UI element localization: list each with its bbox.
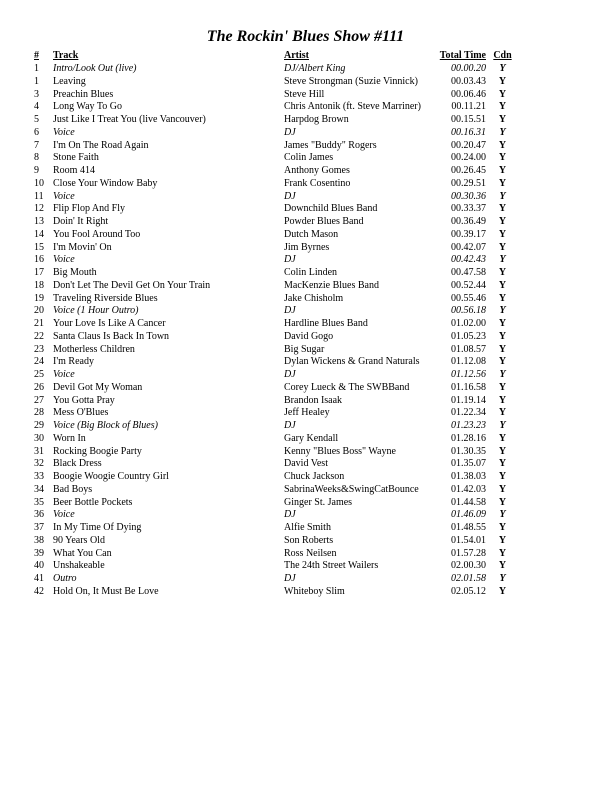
row-number: 21: [34, 318, 44, 329]
track-title: Voice: [53, 126, 75, 138]
canadian-content-flag: Y: [498, 471, 507, 482]
artist-name: Corey Lueck & The SWBBand: [284, 381, 410, 393]
table-row: [34, 165, 519, 178]
artist-name: Dutch Mason: [284, 228, 339, 240]
canadian-content-flag: Y: [498, 330, 507, 342]
canadian-content-flag: Y: [498, 585, 507, 597]
canadian-content-flag: Y: [498, 75, 507, 87]
total-time: 02.05.12: [451, 585, 486, 597]
track-title: Stone Faith: [53, 152, 99, 164]
row-number: 33: [34, 471, 44, 482]
artist-name: DJ: [284, 190, 296, 202]
canadian-content-flag: Y: [498, 101, 507, 113]
track-title: Voice: [53, 190, 75, 202]
track-title: I'm Movin' On: [53, 241, 112, 253]
table-row: [34, 344, 519, 357]
track-title: Preachin Blues: [53, 88, 114, 100]
artist-name: Frank Cosentino: [284, 177, 351, 189]
artist-name: Jim Byrnes: [284, 241, 330, 253]
track-title: Beer Bottle Pockets: [53, 496, 133, 508]
canadian-content-flag: Y: [499, 305, 506, 317]
table-row: [34, 407, 519, 420]
table-row: [34, 395, 519, 408]
canadian-content-flag: Y: [499, 126, 506, 138]
artist-name: David Gogo: [284, 330, 334, 342]
artist-name: Colin Linden: [284, 267, 338, 278]
total-time: 01.46.09: [451, 509, 486, 521]
track-title: Hold On, It Must Be Love: [53, 585, 159, 597]
row-number: 8: [34, 152, 39, 164]
page-title: The Rockin' Blues Show #111: [206, 28, 405, 45]
total-time: 02.01.58: [451, 573, 486, 584]
canadian-content-flag: Y: [498, 534, 507, 546]
row-number: 41: [34, 573, 44, 584]
track-title: Black Dress: [53, 458, 102, 470]
artist-name: Anthony Gomes: [284, 165, 350, 176]
total-time: 01.30.35: [451, 445, 486, 457]
track-title: Traveling Riverside Blues: [53, 292, 158, 304]
artist-name: SabrinaWeeks&SwingCatBounce: [284, 483, 419, 495]
total-time: 00.24.00: [451, 152, 486, 164]
canadian-content-flag: Y: [499, 369, 506, 380]
table-row: [34, 140, 519, 153]
artist-name: Harpdog Brown: [284, 114, 349, 125]
header-number: #: [34, 50, 39, 62]
row-number: 38: [34, 534, 44, 546]
artist-name: Jeff Healey: [284, 407, 330, 419]
track-title: You Gotta Pray: [53, 394, 115, 406]
table-row: [34, 369, 519, 382]
artist-name: Jake Chisholm: [284, 292, 344, 304]
total-time: 01.42.03: [451, 483, 486, 495]
total-time: 00.36.49: [451, 216, 486, 227]
canadian-content-flag: Y: [498, 203, 507, 215]
row-number: 31: [34, 445, 44, 457]
total-time: 00.11.21: [451, 101, 486, 113]
track-title: Outro: [53, 573, 77, 584]
playlist-table: [34, 50, 519, 599]
artist-name: Downchild Blues Band: [284, 203, 378, 215]
row-number: 1: [34, 63, 39, 74]
table-row: [34, 497, 519, 510]
total-time: 01.05.23: [451, 330, 486, 342]
total-time: 00.39.17: [451, 228, 486, 240]
playlist-body: [34, 63, 519, 599]
total-time: 01.48.55: [451, 522, 486, 533]
track-title: Leaving: [53, 75, 86, 87]
canadian-content-flag: Y: [498, 445, 507, 457]
artist-name: Alfie Smith: [284, 522, 331, 533]
track-title: You Fool Around Too: [53, 228, 141, 240]
total-time: 00.00.20: [451, 63, 486, 74]
row-number: 19: [34, 292, 44, 304]
artist-name: David Vest: [284, 458, 328, 470]
canadian-content-flag: Y: [498, 279, 507, 291]
row-number: 40: [34, 560, 44, 572]
row-number: 3: [34, 88, 39, 100]
table-row: [34, 152, 519, 165]
total-time: 00.06.46: [451, 88, 486, 100]
track-title: Just Like I Treat You (live Vancouver): [53, 114, 206, 125]
canadian-content-flag: Y: [498, 318, 507, 329]
table-row: [34, 280, 519, 293]
table-row: [34, 305, 519, 318]
canadian-content-flag: Y: [499, 573, 506, 584]
canadian-content-flag: Y: [498, 356, 507, 368]
total-time: 00.26.45: [451, 165, 486, 176]
total-time: 00.52.44: [451, 279, 486, 291]
artist-name: Chris Antonik (ft. Steve Marriner): [284, 101, 421, 113]
header-track: Track: [53, 50, 79, 62]
table-row: [34, 484, 519, 497]
total-time: 01.57.28: [451, 547, 486, 559]
canadian-content-flag: Y: [498, 483, 507, 495]
total-time: 00.55.46: [451, 292, 486, 304]
artist-name: Colin James: [284, 152, 334, 164]
table-row: [34, 318, 519, 331]
artist-name: DJ: [284, 573, 296, 584]
total-time: 01.16.58: [451, 381, 486, 393]
track-title: Devil Got My Woman: [53, 381, 143, 393]
row-number: 14: [34, 228, 44, 240]
row-number: 7: [34, 139, 39, 151]
row-number: 6: [34, 126, 39, 138]
row-number: 20: [34, 305, 44, 317]
track-title: Room 414: [53, 165, 95, 176]
track-title: Voice: [53, 254, 75, 266]
track-title: Worn In: [53, 432, 86, 444]
total-time: 01.08.57: [451, 343, 486, 355]
artist-name: Whiteboy Slim: [284, 585, 345, 597]
row-number: 16: [34, 254, 44, 266]
table-row: [34, 254, 519, 267]
artist-name: Kenny "Blues Boss" Wayne: [284, 445, 396, 457]
artist-name: Steve Hill: [284, 88, 325, 100]
track-title: Rocking Boogie Party: [53, 445, 142, 457]
artist-name: The 24th Street Wailers: [284, 560, 379, 572]
row-number: 35: [34, 496, 44, 508]
total-time: 01.44.58: [451, 496, 486, 508]
track-title: Close Your Window Baby: [53, 177, 158, 189]
table-row: [34, 446, 519, 459]
artist-name: Gary Kendall: [284, 432, 339, 444]
track-title: Don't Let The Devil Get On Your Train: [53, 279, 211, 291]
track-title: Voice (Big Block of Blues): [53, 420, 158, 431]
table-row: [34, 114, 519, 127]
header-cdn: Cdn: [493, 50, 512, 62]
canadian-content-flag: Y: [498, 522, 507, 533]
row-number: 22: [34, 330, 44, 342]
table-row: [34, 560, 519, 573]
track-title: Voice (1 Hour Outro): [53, 305, 139, 317]
table-row: [34, 420, 519, 433]
track-title: Big Mouth: [53, 267, 97, 278]
row-number: 32: [34, 458, 44, 470]
row-number: 1: [34, 75, 39, 87]
total-time: 02.00.30: [451, 560, 486, 572]
canadian-content-flag: Y: [498, 241, 507, 253]
row-number: 27: [34, 394, 44, 406]
total-time: 01.12.56: [451, 369, 486, 380]
track-title: Boogie Woogie Country Girl: [53, 471, 169, 482]
total-time: 00.42.43: [451, 254, 486, 266]
table-row: [34, 458, 519, 471]
table-row: [34, 242, 519, 255]
artist-name: Big Sugar: [284, 343, 325, 355]
total-time: 00.29.51: [451, 177, 486, 189]
canadian-content-flag: Y: [498, 228, 507, 240]
table-row: [34, 522, 519, 535]
table-row: [34, 433, 519, 446]
canadian-content-flag: Y: [498, 177, 507, 189]
table-row: [34, 89, 519, 102]
table-row: [34, 382, 519, 395]
row-number: 18: [34, 279, 44, 291]
total-time: 01.02.00: [451, 318, 486, 329]
total-time: 00.16.31: [451, 126, 486, 138]
artist-name: Powder Blues Band: [284, 216, 364, 227]
track-title: Flip Flop And Fly: [53, 203, 125, 215]
track-title: Unshakeable: [53, 560, 105, 572]
canadian-content-flag: Y: [498, 114, 507, 125]
row-number: 30: [34, 432, 44, 444]
table-row: [34, 586, 519, 599]
canadian-content-flag: Y: [498, 560, 507, 572]
artist-name: Steve Strongman (Suzie Vinnick): [284, 75, 418, 87]
artist-name: DJ/Albert King: [284, 63, 346, 74]
row-number: 12: [34, 203, 44, 215]
total-time: 00.03.43: [451, 75, 486, 87]
artist-name: Ginger St. James: [284, 496, 353, 508]
total-time: 01.12.08: [451, 356, 486, 368]
total-time: 00.47.58: [451, 267, 486, 278]
artist-name: Son Roberts: [284, 534, 334, 546]
row-number: 28: [34, 407, 44, 419]
canadian-content-flag: Y: [498, 343, 507, 355]
artist-name: MacKenzie Blues Band: [284, 279, 379, 291]
artist-name: Hardline Blues Band: [284, 318, 368, 329]
track-title: In My Time Of Dying: [53, 522, 142, 533]
row-number: 17: [34, 267, 44, 278]
table-row: [34, 548, 519, 561]
row-number: 26: [34, 381, 44, 393]
track-title: Voice: [53, 509, 75, 521]
track-title: Bad Boys: [53, 483, 93, 495]
total-time: 01.35.07: [451, 458, 486, 470]
canadian-content-flag: Y: [498, 88, 507, 100]
row-number: 9: [34, 165, 39, 176]
table-row: [34, 191, 519, 204]
canadian-content-flag: Y: [499, 509, 506, 521]
track-title: Voice: [53, 369, 75, 380]
row-number: 42: [34, 585, 44, 597]
track-title: Your Love Is Like A Cancer: [53, 318, 166, 329]
artist-name: Chuck Jackson: [284, 471, 345, 482]
track-title: Santa Claus Is Back In Town: [53, 330, 170, 342]
table-row: [34, 76, 519, 89]
canadian-content-flag: Y: [498, 432, 507, 444]
row-number: 15: [34, 241, 44, 253]
table-row: [34, 331, 519, 344]
canadian-content-flag: Y: [498, 547, 507, 559]
table-row: [34, 267, 519, 280]
total-time: 00.20.47: [451, 139, 486, 151]
total-time: 00.56.18: [451, 305, 486, 317]
total-time: 01.38.03: [451, 471, 486, 482]
track-title: Mess O'Blues: [53, 407, 109, 419]
header-artist: Artist: [284, 50, 309, 62]
table-row: [34, 178, 519, 191]
total-time: 01.19.14: [451, 394, 486, 406]
row-number: 25: [34, 369, 44, 380]
track-title: What You Can: [53, 547, 112, 559]
total-time: 00.15.51: [451, 114, 486, 125]
table-row: [34, 535, 519, 548]
canadian-content-flag: Y: [498, 292, 507, 304]
row-number: 23: [34, 343, 44, 355]
track-title: 90 Years Old: [53, 534, 105, 546]
row-number: 4: [34, 101, 39, 113]
table-row: [34, 216, 519, 229]
total-time: 01.28.16: [451, 432, 486, 444]
artist-name: Brandon Isaak: [284, 394, 343, 406]
canadian-content-flag: Y: [498, 394, 507, 406]
track-title: Motherless Children: [53, 343, 135, 355]
track-title: I'm Ready: [53, 356, 94, 368]
row-number: 10: [34, 177, 44, 189]
artist-name: Dylan Wickens & Grand Naturals: [284, 356, 420, 368]
table-row: [34, 229, 519, 242]
canadian-content-flag: Y: [499, 63, 506, 74]
table-row: [34, 101, 519, 114]
table-row: [34, 293, 519, 306]
total-time: 01.22.34: [451, 407, 486, 419]
artist-name: DJ: [284, 420, 296, 431]
track-title: Doin' It Right: [53, 216, 109, 227]
total-time: 00.30.36: [451, 190, 486, 202]
row-number: 13: [34, 216, 44, 227]
table-row: [34, 127, 519, 140]
artist-name: DJ: [284, 509, 296, 521]
canadian-content-flag: Y: [498, 407, 507, 419]
canadian-content-flag: Y: [498, 496, 507, 508]
track-title: Long Way To Go: [53, 101, 122, 113]
total-time: 00.42.07: [451, 241, 486, 253]
row-number: 37: [34, 522, 44, 533]
total-time: 01.54.01: [451, 534, 486, 546]
row-number: 11: [34, 190, 44, 202]
row-number: 36: [34, 509, 44, 521]
canadian-content-flag: Y: [498, 458, 507, 470]
canadian-content-flag: Y: [499, 190, 506, 202]
canadian-content-flag: Y: [498, 139, 507, 151]
row-number: 39: [34, 547, 44, 559]
artist-name: DJ: [284, 126, 296, 138]
canadian-content-flag: Y: [498, 267, 507, 278]
table-row: [34, 509, 519, 522]
total-time: 01.23.23: [451, 420, 486, 431]
header-total-time: Total Time: [439, 50, 486, 62]
artist-name: DJ: [284, 369, 296, 380]
table-row: [34, 203, 519, 216]
artist-name: Ross Neilsen: [284, 547, 337, 559]
total-time: 00.33.37: [451, 203, 486, 215]
row-number: 24: [34, 356, 44, 368]
row-number: 34: [34, 483, 44, 495]
canadian-content-flag: Y: [498, 216, 507, 227]
canadian-content-flag: Y: [499, 254, 506, 266]
artist-name: James "Buddy" Rogers: [284, 139, 377, 151]
canadian-content-flag: Y: [498, 381, 507, 393]
artist-name: DJ: [284, 254, 296, 266]
canadian-content-flag: Y: [499, 420, 506, 431]
table-header-row: [34, 50, 519, 63]
canadian-content-flag: Y: [498, 152, 507, 164]
table-row: [34, 471, 519, 484]
table-row: [34, 63, 519, 76]
artist-name: DJ: [284, 305, 296, 317]
track-title: I'm On The Road Again: [53, 139, 149, 151]
table-row: [34, 356, 519, 369]
track-title: Intro/Look Out (live): [53, 63, 137, 74]
row-number: 5: [34, 114, 39, 125]
table-row: [34, 573, 519, 586]
row-number: 29: [34, 420, 44, 431]
canadian-content-flag: Y: [498, 165, 507, 176]
